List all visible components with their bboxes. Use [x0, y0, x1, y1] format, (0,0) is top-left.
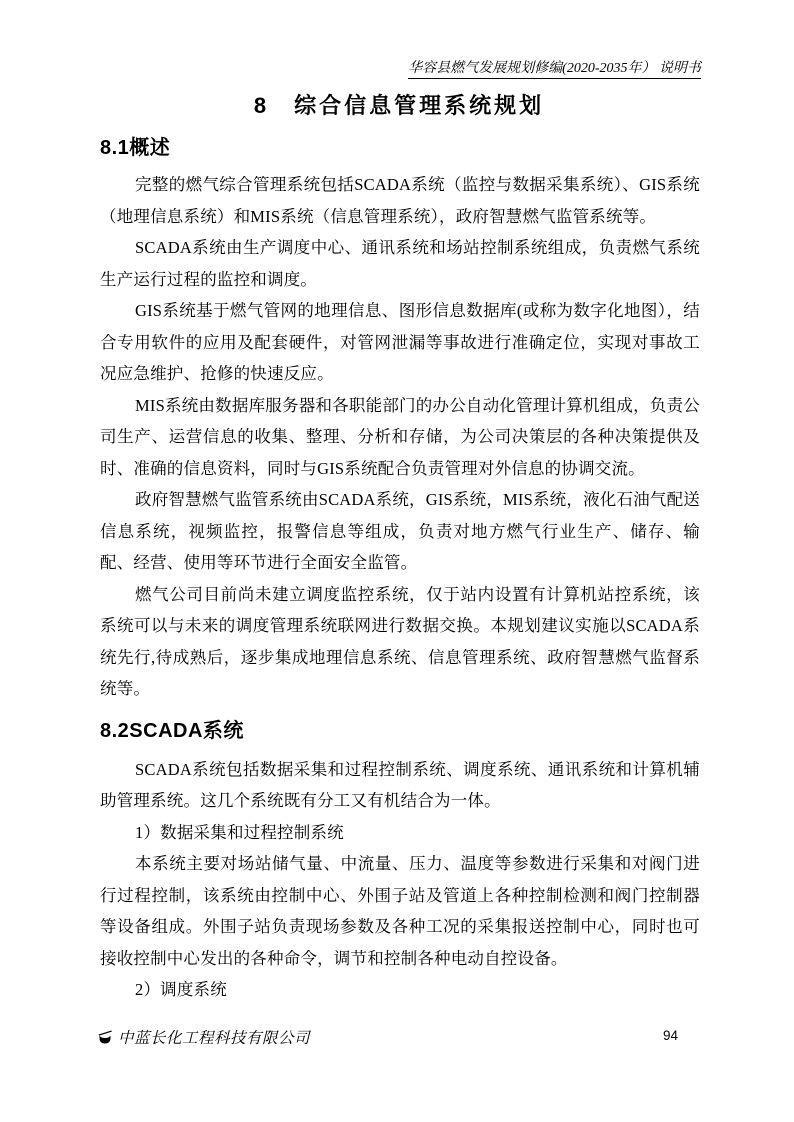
paragraph: 本系统主要对场站储气量、中流量、压力、温度等参数进行采集和对阀门进行过程控制，该系统由控制中心、外围子站及管道上各种控制检测和阀门控制器等设备组成。外围子站负责现场参数及各种工况的采集报送控制中心，同时也可接收控制中心发出的各种命令，调节和控制各种电动自控设备。 — [100, 854, 700, 968]
paragraph: MIS系统由数据库服务器和各职能部门的办公自动化管理计算机组成，负责公司生产、运营信息的收集、整理、分析和存储，为公司决策层的各种决策提供及时、准确的信息资料，同时与GIS系统配合负责管理对外信息的协调交流。 — [100, 395, 700, 478]
paragraph: SCADA系统由生产调度中心、通讯系统和场站控制系统组成，负责燃气系统生产运行过程的监控和调度。 — [100, 238, 700, 289]
list-item-paragraph: 1）数据采集和过程控制系统 — [135, 822, 344, 842]
paragraph: 燃气公司目前尚未建立调度监控系统，仅于站内设置有计算机站控系统，该系统可以与未来的调度管理系统联网进行数据交换。本规划建议实施以SCADA系统先行,待成熟后，逐步集成地理信息系统、信息管理系统、政府智慧燃气监督系统等。 — [100, 584, 700, 698]
page-footer — [97, 1026, 701, 1052]
company-name: 中蓝长化工程科技有限公司 — [118, 1030, 311, 1047]
paragraph: 政府智慧燃气监管系统由SCADA系统，GIS系统，MIS系统，液化石油气配送信息系统，视频监控，报警信息等组成，负责对地方燃气行业生产、储存、输配、经营、使用等环节进行全面安全监管。 — [100, 490, 700, 572]
document-body — [100, 134, 700, 1006]
section-overview — [100, 134, 700, 705]
footer-company — [97, 1026, 310, 1048]
page-header — [97, 59, 701, 79]
header-text: 华容县燃气发展规划修编(2020-2035年） 说明书 — [408, 61, 701, 79]
section-heading-overview: 8.1概述 — [100, 137, 171, 159]
paragraph: SCADA系统包括数据采集和过程控制系统、调度系统、通讯系统和计算机辅助管理系统。这几个系统既有分工又有机结合为一体。 — [100, 759, 700, 810]
section-scada — [100, 717, 700, 1006]
company-logo-icon — [97, 1029, 113, 1046]
paragraph: GIS系统基于燃气管网的地理信息、图形信息数据库(或称为数字化地图），结合专用软件的应用及配套硬件，对管网泄漏等事故进行准确定位，实现对事故工况应急维护、抢修的快速反应。 — [100, 301, 700, 383]
page-number: 94 — [663, 1028, 679, 1043]
paragraph: 完整的燃气综合管理系统包括SCADA系统（监控与数据采集系统）、GIS系统（地理信息系统）和MIS系统（信息管理系统），政府智慧燃气监管系统等。 — [100, 175, 700, 226]
chapter-title: 8 综合信息管理系统规划 — [253, 93, 545, 118]
section-heading-scada: 8.2SCADA系统 — [100, 719, 244, 742]
list-item-paragraph: 2）调度系统 — [135, 980, 227, 999]
